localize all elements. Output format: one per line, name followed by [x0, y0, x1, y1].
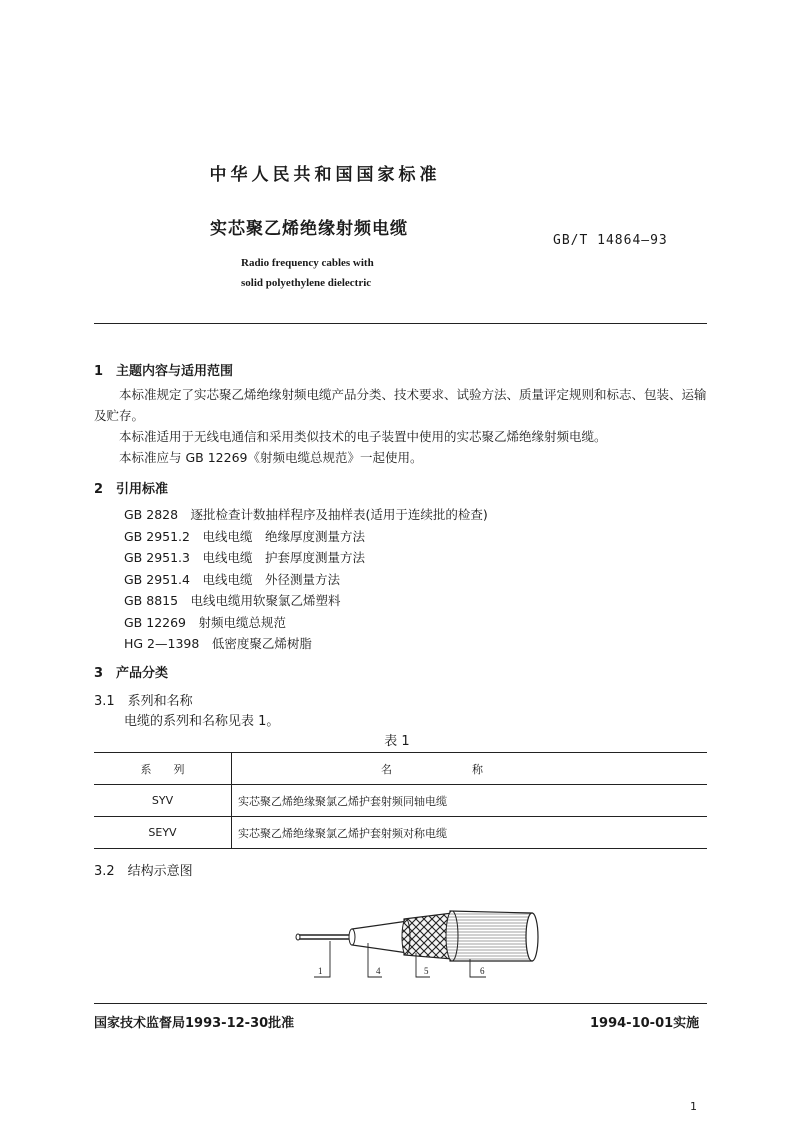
cell-name: 实芯聚乙烯绝缘聚氯乙烯护套射频同轴电缆 — [232, 785, 708, 817]
braid-end — [402, 919, 410, 955]
reference-item: GB 2951.3 电线电缆 护套厚度测量方法 — [124, 550, 365, 565]
document-title-en-line1: Radio frequency cables with — [241, 257, 374, 269]
figure-label: 5 — [424, 966, 429, 976]
jacket-end — [446, 911, 458, 961]
reference-item: HG 2—1398 低密度聚乙烯树脂 — [124, 636, 312, 651]
reference-item: GB 2951.4 电线电缆 外径测量方法 — [124, 571, 340, 587]
section-1-body — [94, 384, 708, 468]
document-title-cn: 实芯聚乙烯绝缘射频电缆 — [210, 219, 408, 239]
conductor-end — [296, 934, 300, 940]
approval-statement: 国家技术监督局1993-12-30批准 — [94, 1016, 295, 1031]
standard-number: GB/T 14864—93 — [553, 233, 668, 248]
cable-structure-diagram — [280, 895, 560, 990]
implementation-date: 1994-10-01实施 — [590, 1016, 700, 1031]
jacket-far-end — [526, 913, 538, 961]
section-3-1-text: 电缆的系列和名称见表 1。 — [124, 714, 280, 729]
table-row — [94, 785, 707, 817]
figure-label: 6 — [480, 966, 485, 976]
cell-series: SYV — [94, 785, 232, 817]
cell-name: 实芯聚乙烯绝缘聚氯乙烯护套射频对称电缆 — [232, 817, 708, 849]
standard-type-heading: 中华人民共和国国家标准 — [209, 165, 441, 185]
cell-series: SEYV — [94, 817, 232, 849]
series-name-table — [94, 752, 707, 849]
section-1-paragraph: 本标准规定了实芯聚乙烯绝缘射频电缆产品分类、技术要求、试验方法、质量评定规则和标志、包装、运输及贮存。 — [94, 387, 707, 423]
section-1-heading: 1 主题内容与适用范围 — [94, 364, 234, 379]
figure-label: 4 — [376, 966, 381, 976]
table-header-row — [94, 753, 707, 785]
insulation-layer — [352, 921, 408, 953]
table-row — [94, 817, 707, 849]
figure-label: 1 — [318, 966, 323, 976]
reference-item: GB 2951.2 电线电缆 绝缘厚度测量方法 — [124, 528, 365, 544]
section-3-2-heading: 3.2 结构示意图 — [94, 864, 193, 879]
reference-item: GB 12269 射频电缆总规范 — [124, 614, 286, 630]
header-cell-name: 名称 — [232, 753, 708, 785]
braid-shield — [404, 913, 452, 959]
insulation-end — [349, 929, 355, 945]
table-caption: 表 1 — [384, 734, 410, 749]
outer-jacket — [450, 911, 532, 961]
footer-divider — [94, 1003, 707, 1004]
section-1-paragraph: 本标准适用于无线电通信和采用类似技术的电子装置中使用的实芯聚乙烯绝缘射频电缆。 — [119, 429, 607, 444]
page-number: 1 — [690, 1100, 697, 1113]
document-title-en-line2: solid polyethylene dielectric — [241, 277, 372, 289]
section-1-paragraph: 本标准应与 GB 12269《射频电缆总规范》一起使用。 — [119, 450, 423, 465]
reference-list — [124, 504, 488, 655]
reference-item: GB 8815 电线电缆用软聚氯乙烯塑料 — [124, 593, 341, 608]
header-divider — [94, 323, 707, 324]
section-2-heading: 2 引用标准 — [94, 482, 169, 497]
section-3-heading: 3 产品分类 — [94, 666, 169, 681]
reference-item: GB 2828 逐批检查计数抽样程序及抽样表(适用于连续批的检查) — [124, 507, 488, 522]
header-cell-series: 系 列 — [94, 753, 232, 785]
section-3-1-heading: 3.1 系列和名称 — [94, 694, 193, 709]
